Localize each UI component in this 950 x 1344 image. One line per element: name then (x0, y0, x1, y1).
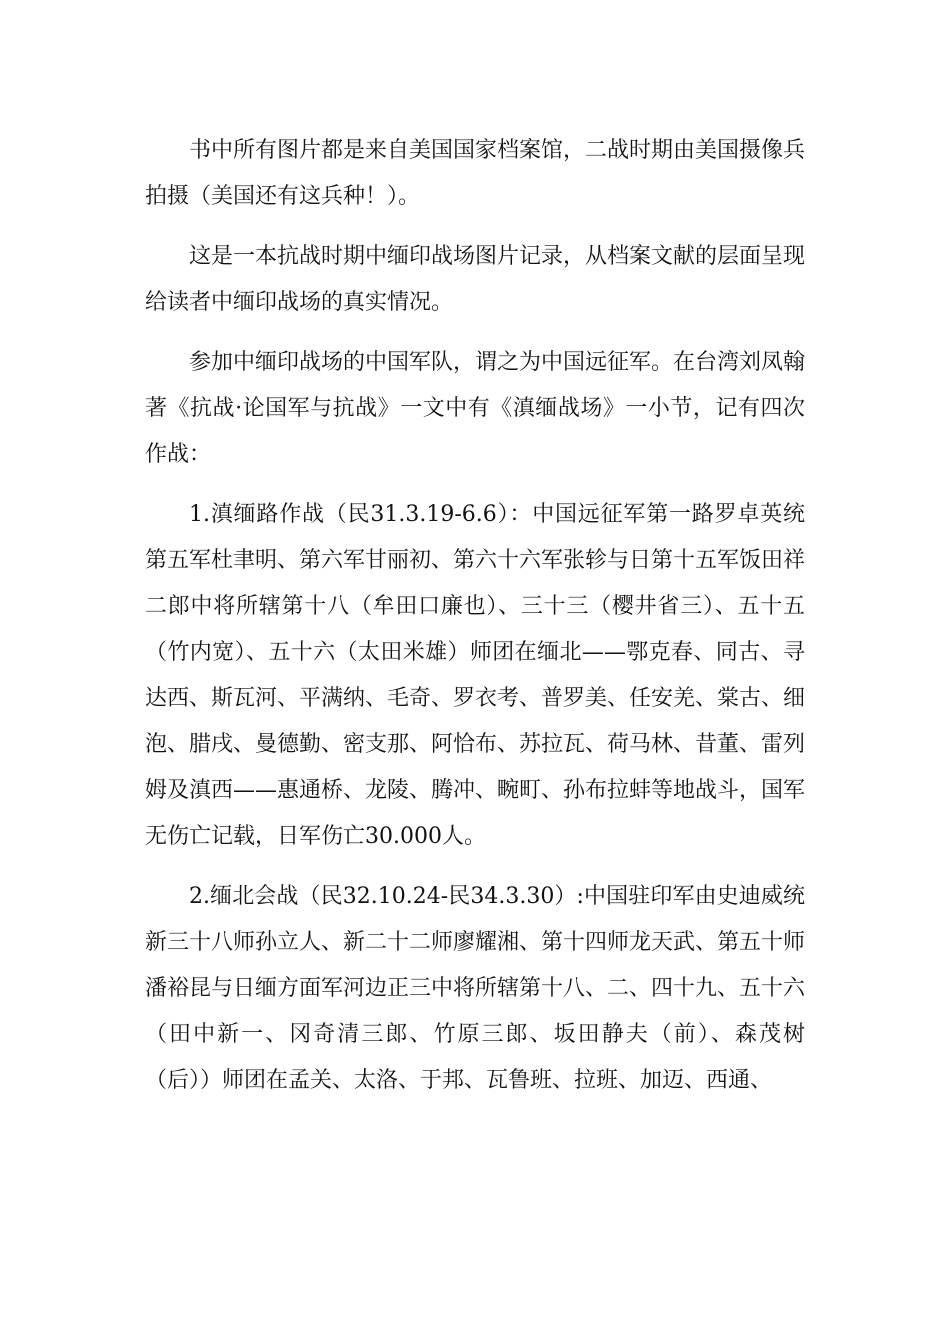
document-body (145, 128, 805, 1118)
paragraph-battle-2: 2.缅北会战（民32.10.24-民34.3.30）:中国驻印军由史迪威统新三十八师孙立人、新二十二师廖耀湘、第十四师龙天武、第五十师潘裕昆与日缅方面军河边正三中将所辖第十八、二、四十九、五十六（田中新一、冈奇清三郎、竹原三郎、坂田静夫（前）、森茂树（后））师团在孟关、太洛、于邦、瓦鲁班、拉班、加迈、西通、 (145, 884, 806, 1093)
paragraph-battle-1: 1.滇缅路作战（民31.3.19-6.6）：中国远征军第一路罗卓英统第五军杜聿明、第六军甘丽初、第六十六军张轸与日第十五军饭田祥二郎中将所辖第十八（牟田口廉也）、三十三（樱井省三）、五十五（竹内宽）、五十六（太田米雄）师团在缅北——鄂克春、同古、寻达西、斯瓦河、平满纳、毛奇、罗衣考、普罗美、任安羌、棠古、细泡、腊戌、曼德勤、密支那、阿恰布、苏拉瓦、荷马林、昔董、雷列姆及滇西——惠通桥、龙陵、腾冲、畹町、孙布拉蚌等地战斗，国军无伤亡记载，日军伤亡30.000人。 (145, 502, 806, 849)
paragraph-expeditionary-army: 参加中缅印战场的中国军队，谓之为中国远征军。在台湾刘凤翰著《抗战·论国军与抗战》一文中有《滇缅战场》一小节，记有四次作战： (145, 350, 806, 467)
paragraph-source-note: 书中所有图片都是来自美国国家档案馆，二战时期由美国摄像兵拍摄（美国还有这兵种！）。 (145, 138, 806, 209)
paragraph-book-intro: 这是一本抗战时期中缅印战场图片记录，从档案文献的层面呈现给读者中缅印战场的真实情况。 (145, 244, 806, 315)
